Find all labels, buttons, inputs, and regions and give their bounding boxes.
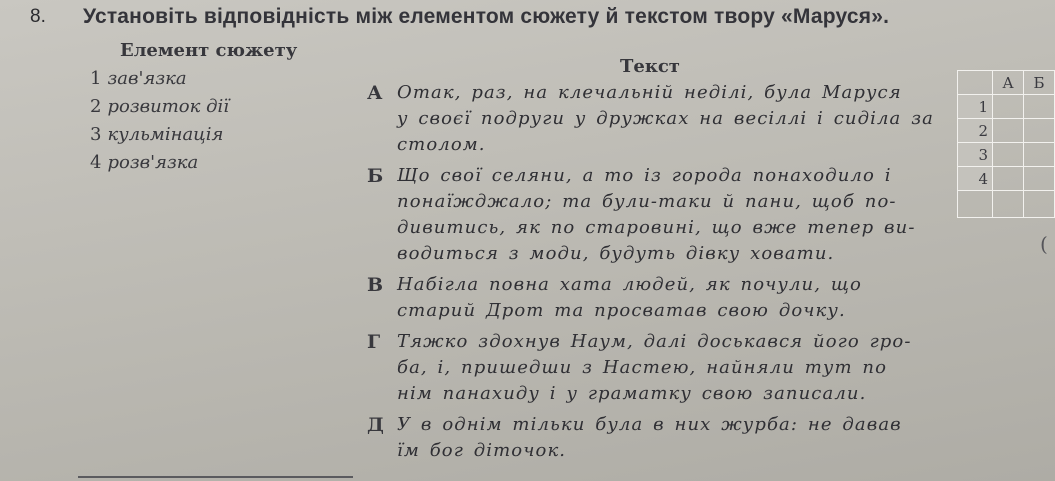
plot-element (90, 152, 229, 180)
option-letter: Д (367, 414, 384, 436)
answer-cell[interactable] (993, 143, 1024, 167)
option-text (397, 329, 912, 407)
answer-cell[interactable] (993, 119, 1024, 143)
answer-cell[interactable] (993, 191, 1024, 218)
texts-heading: Текст (620, 56, 680, 77)
question-number: 8. (30, 6, 46, 27)
answer-grid-row (958, 143, 1055, 167)
answer-cell[interactable] (1024, 95, 1055, 119)
option-line: Що свої селяни, а то із города понаходило і (397, 165, 892, 186)
option-line: столом. (397, 134, 486, 155)
plot-element (90, 124, 229, 152)
grid-column-header: Б (1024, 71, 1055, 95)
plot-element-label: розв'язка (107, 152, 199, 173)
plot-element-number: 4 (90, 152, 102, 173)
option-letter: А (367, 82, 383, 104)
grid-blank-cell (958, 191, 993, 218)
answer-cell[interactable] (1024, 191, 1055, 218)
answer-cell[interactable] (1024, 167, 1055, 191)
text-option-b (367, 163, 947, 267)
answer-grid-row (958, 95, 1055, 119)
answer-cell[interactable] (1024, 143, 1055, 167)
text-option-d (367, 412, 947, 464)
option-line: Отак, раз, на клечальній неділі, була Маруся (397, 82, 902, 103)
option-letter: В (367, 274, 384, 296)
option-letter: Г (367, 331, 381, 353)
option-letter: Б (367, 165, 384, 187)
grid-row-header: 4 (958, 167, 993, 191)
plot-element-number: 3 (90, 124, 102, 145)
answer-grid-row (958, 191, 1055, 218)
plot-element (90, 96, 229, 124)
option-line: дивитись, як по старовині, що вже тепер ви- (397, 217, 916, 238)
answer-grid-row (958, 119, 1055, 143)
option-line: нім панахиду і у граматку свою записали. (397, 383, 867, 404)
option-line: Тяжко здохнув Наум, далі доськався його гро- (397, 331, 912, 352)
option-line: водиться з моди, будуть дівку ховати. (397, 243, 835, 264)
option-text (397, 163, 916, 267)
option-line: понаїжджало; та були-таки й пани, щоб по- (397, 191, 897, 212)
option-line: У в однім тільки була в них журба: не давав (397, 414, 902, 435)
answer-cell[interactable] (1024, 119, 1055, 143)
answer-grid (957, 70, 1055, 218)
grid-corner (958, 71, 993, 95)
text-option-h (367, 329, 947, 407)
grid-row-header: 1 (958, 95, 993, 119)
option-text (397, 412, 902, 464)
plot-element-label: зав'язка (107, 68, 187, 89)
plot-elements-list (90, 68, 229, 180)
plot-element-label: кульмінація (107, 124, 224, 145)
option-line: у своєї подруги у дружках на весіллі і сиділа за (397, 108, 934, 129)
grid-row-header: 3 (958, 143, 993, 167)
plot-element (90, 68, 229, 96)
cut-off-text: ( (1040, 232, 1048, 256)
grid-column-header: А (993, 71, 1024, 95)
option-text (397, 272, 862, 324)
answer-cell[interactable] (993, 95, 1024, 119)
text-options (367, 80, 947, 469)
question-text: Установіть відповідність між елементом сюжету й текстом твору «Маруся». (83, 5, 890, 28)
option-text (397, 80, 934, 158)
option-line: їм бог діточок. (397, 440, 567, 461)
divider-line (78, 476, 353, 478)
plot-element-number: 2 (90, 96, 102, 117)
answer-grid-header (958, 71, 1055, 95)
plot-element-label: розвиток дії (107, 96, 229, 117)
text-option-a (367, 80, 947, 158)
elements-heading: Елемент сюжету (120, 40, 298, 61)
text-option-v (367, 272, 947, 324)
answer-cell[interactable] (993, 167, 1024, 191)
plot-element-number: 1 (90, 68, 102, 89)
option-line: старий Дрот та просватав свою дочку. (397, 300, 846, 321)
option-line: Набігла повна хата людей, як почули, що (397, 274, 862, 295)
option-line: ба, і, пришедши з Настею, найняли тут по (397, 357, 888, 378)
answer-grid-row (958, 167, 1055, 191)
grid-row-header: 2 (958, 119, 993, 143)
